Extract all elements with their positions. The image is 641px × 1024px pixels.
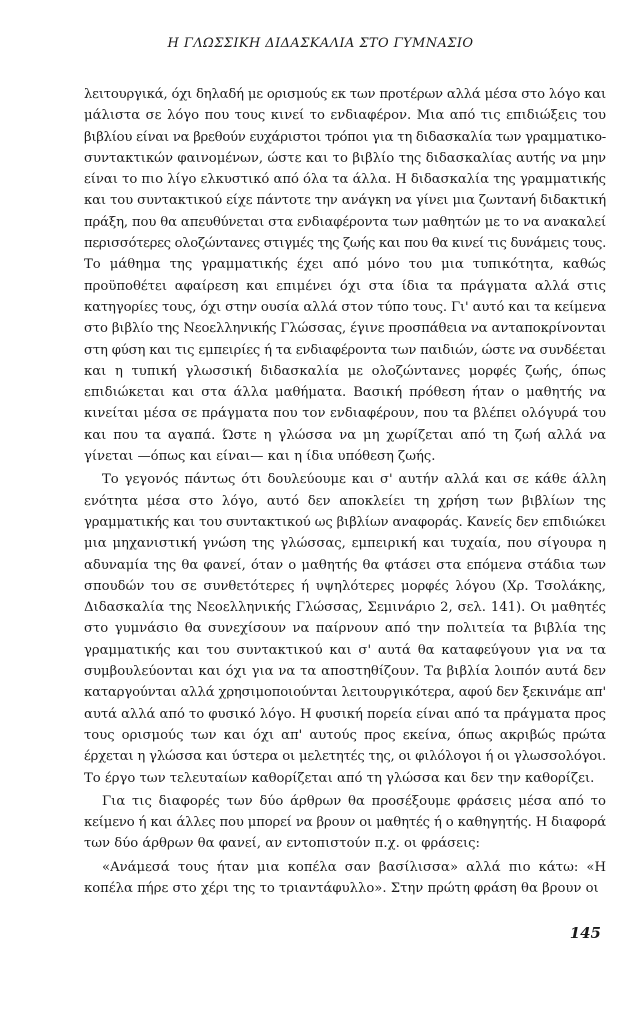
text-line: περισσότερες ολοζώντανες στιγμές της ζωής και που θα κινεί τις δυνάμεις τους.: [84, 236, 606, 252]
text-line: κείμενο ή και άλλες που μπορεί να βρουν οι μαθητές ή ο καθηγητής. Η διαφορά: [84, 815, 606, 831]
text-line: συμβουλεύονται και όχι για να τα αποστηθίζουν. Τα βιβλία λοιπόν αυτά δεν: [84, 664, 606, 680]
text-line: είναι το πιο λίγο ελκυστικό από όλα τα άλλα. Η διδασκαλία της γραμματικής: [84, 172, 606, 188]
paragraph-3: [84, 791, 606, 855]
text-line: μάλιστα σε λόγο που τους κινεί το ενδιαφέρον. Μια από τις επιδιώξεις του: [84, 108, 606, 124]
text-line: προϋποθέτει αφαίρεση και επιμένει όχι στα ίδια τα πράγματα αλλά στις: [84, 278, 606, 294]
text-line: σπουδών του σε συνθετότερες ή υψηλότερες μορφές λόγου (Χρ. Τσολάκης,: [84, 578, 606, 594]
text-line: έρχεται η γλώσσα και ύστερα οι μελετητές της, οι φιλόλογοι ή οι γλωσσολόγοι.: [84, 749, 606, 765]
text-line: ενότητα μέσα στο λόγο, αυτό δεν αποκλείει τη χρήση των βιβλίων της: [84, 493, 606, 509]
text-line: πράξη, που θα απευθύνεται στα ενδιαφέροντα των μαθητών με το να ανακαλεί: [84, 214, 606, 230]
page-number: 145: [569, 924, 601, 942]
text-line: Διδασκαλία της Νεοελληνικής Γλώσσας, Σεμινάριο 2, σελ. 141). Οι μαθητές: [84, 600, 606, 616]
text-line: κινείται μέσα σε πράγματα που τον ενδιαφέρουν, που τα βλέπει ολόγυρά του: [84, 406, 606, 422]
text-line: γραμματικής και του συντακτικού και σ' αυτά θα καταφεύγουν για να τα: [84, 642, 606, 658]
text-line: στο γυμνάσιο θα συνεχίσουν να παίρνουν από την πολιτεία τα βιβλία της: [84, 621, 606, 637]
text-line: στο βιβλίο της Νεοελληνικής Γλώσσας, έγινε προσπάθεια να ανταποκρίνονται: [84, 321, 606, 337]
running-header: Η ΓΛΩΣΣΙΚΗ ΔΙΔΑΣΚΑΛΙΑ ΣΤΟ ΓΥΜΝΑΣΙΟ: [167, 36, 474, 51]
paragraph-2: [84, 469, 606, 788]
text-line: τους ορισμούς των και όχι απ' αυτούς προς εκείνα, όπως ακριβώς πρώτα: [84, 727, 606, 743]
text-line: και η τυπική γλωσσική διδασκαλία με ολοζώντανες μορφές ζωής, όπως: [84, 363, 606, 379]
text-line: και που τα αγαπά. Ώστε η γλώσσα να μη χωρίζεται από τη ζωή αλλά να: [84, 427, 606, 443]
text-line: Το γεγονός πάντως ότι δουλεύουμε και σ' αυτήν αλλά και σε κάθε άλλη: [102, 472, 606, 488]
text-line: λειτουργικά, όχι δηλαδή με ορισμούς εκ των προτέρων αλλά μέσα στο λόγο και: [84, 87, 606, 102]
paragraph-1: [84, 84, 606, 467]
text-line: γραμματικής και του συντακτικού ως βιβλίων αναφοράς. Κανείς δεν επιδιώκει: [84, 514, 606, 530]
text-line: κατηγορίες τους, όχι στην ουσία αλλά στον τύπο τους. Γι' αυτό και τα κείμενα: [84, 299, 606, 315]
text-line: αυτά αλλά από το φυσικό λόγο. Η φυσική πορεία είναι από τα πράγματα προς: [84, 706, 606, 722]
text-line: καταργούνται αλλά χρησιμοποιούνται λειτουργικότερα, αφού δεν ξεκινάμε απ': [84, 685, 606, 701]
text-line: αδυναμία της θα φανεί, όταν ο μαθητής θα φτάσει στα επόμενα στάδια των: [84, 557, 606, 573]
body-text: [84, 84, 606, 901]
text-line: στη φύση και τις εμπειρίες ή τα ενδιαφέροντα των παιδιών, ώστε να συνδέεται: [84, 342, 606, 358]
text-line: συντακτικών φαινομένων, ώστε και το βιβλίο της διδασκαλίας αυτής να μην: [84, 150, 606, 166]
text-line: μια μηχανιστική γνώση της γλώσσας, εμπειρική και τυχαία, που σίγουρα η: [84, 536, 606, 552]
text-line: γίνεται —όπως και είναι— και η ίδια υπόθεση ζωής.: [84, 449, 436, 465]
text-line: βιβλίου είναι να βρεθούν ευχάριστοι τρόποι για τη διδασκαλία των γραμματικο-: [84, 129, 606, 145]
text-line: Για τις διαφορές των δύο άρθρων θα προσέξουμε φράσεις μέσα από το: [102, 793, 606, 809]
text-line: και του συντακτικού είχε πάντοτε την ανάγκη να γίνει μια ζωντανή διδακτική: [84, 193, 606, 209]
paragraph-4: [84, 857, 606, 900]
text-line: των δύο άρθρων θα φανεί, αν εντοπιστούν π.χ. οι φράσεις:: [84, 836, 480, 852]
text-line: «Ανάμεσά τους ήταν μια κοπέλα σαν βασίλισσα» αλλά πιο κάτω: «Η: [102, 859, 606, 875]
text-line: Το μάθημα της γραμματικής έχει από μόνο του μια τυπικότητα, καθώς: [84, 257, 606, 273]
text-line: επιδιώκεται και στα άλλα μαθήματα. Βασική πρόθεση ήταν ο μαθητής να: [84, 385, 606, 401]
text-line: Το έργο των τελευταίων καθορίζεται από τη γλώσσα και δεν την καθορίζει.: [84, 770, 595, 786]
text-line: κοπέλα πήρε στο χέρι της το τριαντάφυλλο». Στην πρώτη φράση θα βρουν οι: [84, 880, 599, 896]
